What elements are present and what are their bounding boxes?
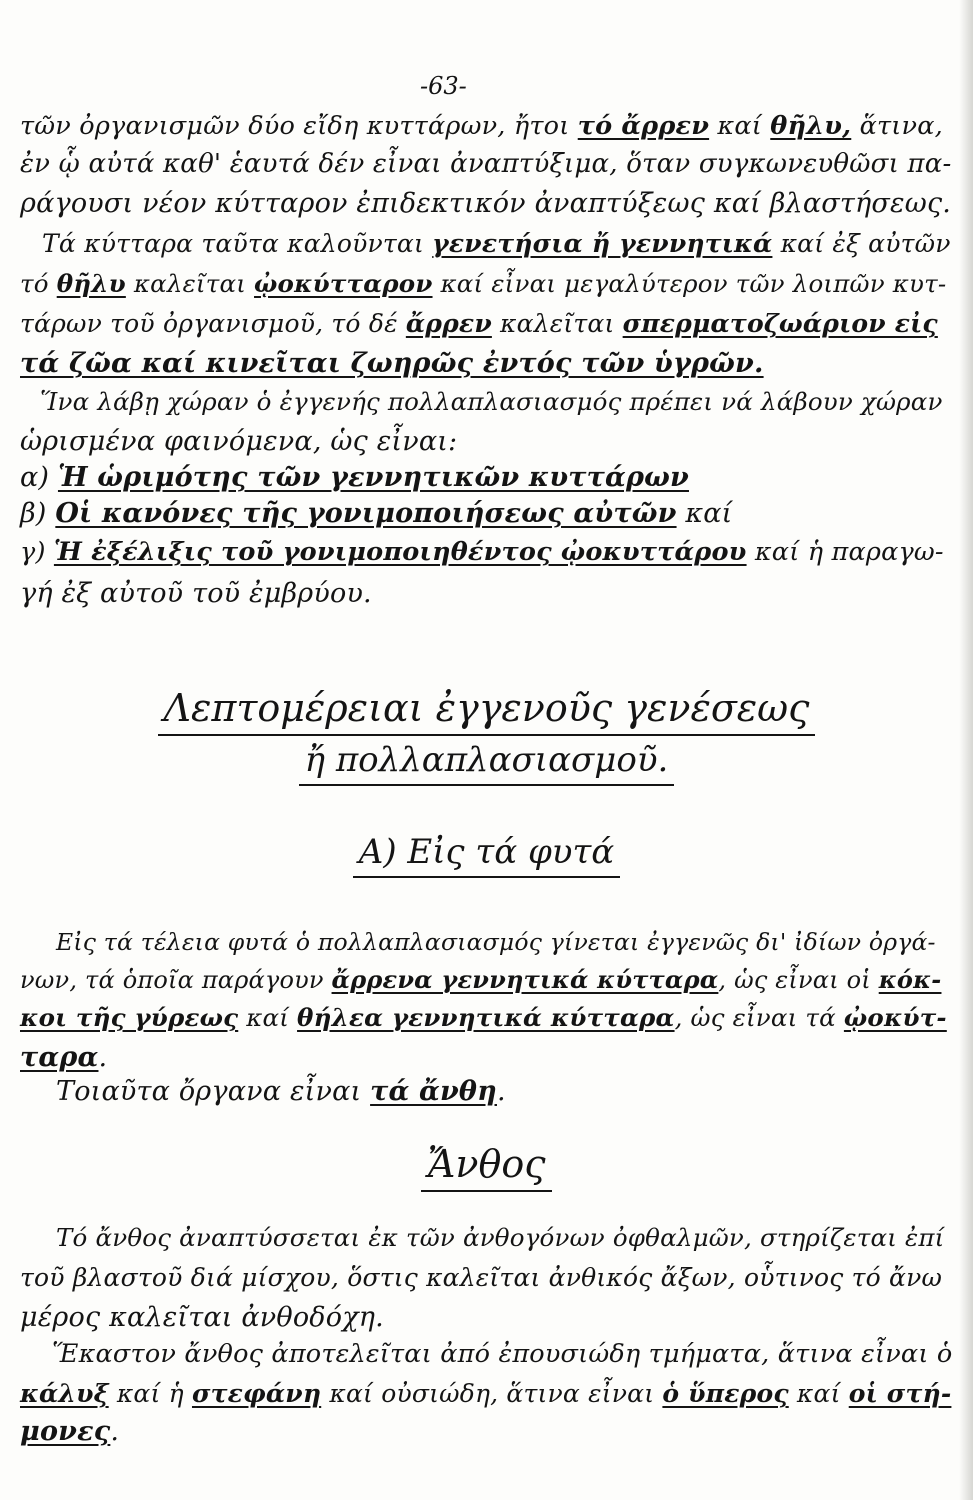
text-line: γή ἐξ αὐτοῦ τοῦ ἐμβρύου. bbox=[20, 578, 372, 609]
list-item: β) Οἱ κανόνες τῆς γονιμοποιήσεως αὐτῶν καί bbox=[20, 498, 733, 529]
text-line: Εἰς τά τέλεια φυτά ὁ πολλαπλασιασμός γίνεται ἐγγενῶς δι' ἰδίων ὀργά- bbox=[56, 928, 936, 956]
text-line: Ἕκαστον ἄνθος ἀποτελεῖται ἀπό ἐπουσιώδη τμήματα, ἅτινα εἶναι ὁ bbox=[52, 1339, 953, 1369]
text-line: Τοιαῦτα ὄργανα εἶναι τά ἄνθη. bbox=[56, 1076, 506, 1107]
text-line: Τό ἄνθος ἀναπτύσσεται ἐκ τῶν ἀνθογόνων ὀφθαλμῶν, στηρίζεται ἐπί bbox=[56, 1223, 945, 1252]
text-line: ἐν ᾧ αὐτά καθ' ἑαυτά δέν εἶναι ἀναπτύξιμα, ὅταν συγκωνευθῶσι πα- bbox=[20, 149, 952, 179]
list-item: α) Ἡ ὡριμότης τῶν γεννητικῶν κυττάρων bbox=[20, 462, 689, 493]
text-line: τοῦ βλαστοῦ διά μίσχου, ὅστις καλεῖται ἀνθικός ἄξων, οὗτινος τό ἄνω bbox=[20, 1263, 943, 1292]
text-line: μέρος καλεῖται ἀνθοδόχη. bbox=[20, 1302, 384, 1333]
list-item: γ) Ἡ ἐξέλιξις τοῦ γονιμοποιηθέντος ᾠοκυττάρου καί ἡ παραγω- bbox=[20, 537, 944, 567]
text-line: νων, τά ὁποῖα παράγουν ἄρρενα γεννητικά κύτταρα, ὡς εἶναι οἱ κόκ- bbox=[20, 965, 942, 994]
subsection-heading: Α) Εἰς τά φυτά bbox=[0, 830, 973, 874]
text-line: κοι τῆς γύρεως καί θήλεα γεννητικά κύτταρα, ὡς εἶναι τά ᾠοκύτ- bbox=[20, 1003, 947, 1032]
text-line: τά ζῶα καί κινεῖται ζωηρῶς ἐντός τῶν ὑγρῶν. bbox=[20, 348, 764, 379]
text-line: τό θῆλυ καλεῖται ᾠοκύτταρον καί εἶναι μεγαλύτερον τῶν λοιπῶν κυτ- bbox=[20, 269, 947, 298]
text-line: ράγουσι νέον κύτταρον ἐπιδεκτικόν ἀναπτύξεως καί βλαστήσεως. bbox=[20, 188, 952, 219]
section-subheading: ἤ πολλαπλασιασμοῦ. bbox=[0, 738, 973, 782]
text-line: τῶν ὀργανισμῶν δύο εἴδη κυττάρων, ἤτοι τό ἄρρεν καί θῆλυ, ἅτινα, bbox=[20, 111, 943, 141]
text-line: μονες. bbox=[20, 1416, 120, 1447]
text-line: τάρων τοῦ ὀργανισμοῦ, τό δέ ἄρρεν καλεῖται σπερματοζωάριον εἰς bbox=[20, 309, 938, 338]
page-edge-shadow bbox=[959, 0, 973, 1500]
text-line: ὡρισμένα φαινόμενα, ὡς εἶναι: bbox=[20, 426, 458, 457]
text-line: κάλυξ καί ἡ στεφάνη καί οὐσιώδη, ἅτινα εἶναι ὁ ὕπερος καί οἱ στή- bbox=[20, 1379, 952, 1408]
page-number: -63- bbox=[420, 72, 467, 100]
text-line: Τά κύτταρα ταῦτα καλοῦνται γενετήσια ἤ γεννητικά καί ἐξ αὐτῶν bbox=[42, 229, 951, 258]
flower-heading: Ἄνθος bbox=[0, 1140, 973, 1188]
text-line: Ἵνα λάβῃ χώραν ὁ ἐγγενής πολλαπλασιασμός πρέπει νά λάβουν χώραν bbox=[40, 387, 943, 416]
section-heading: Λεπτομέρειαι ἐγγενοῦς γενέσεως bbox=[0, 684, 973, 732]
text-line: ταρα. bbox=[20, 1042, 108, 1073]
